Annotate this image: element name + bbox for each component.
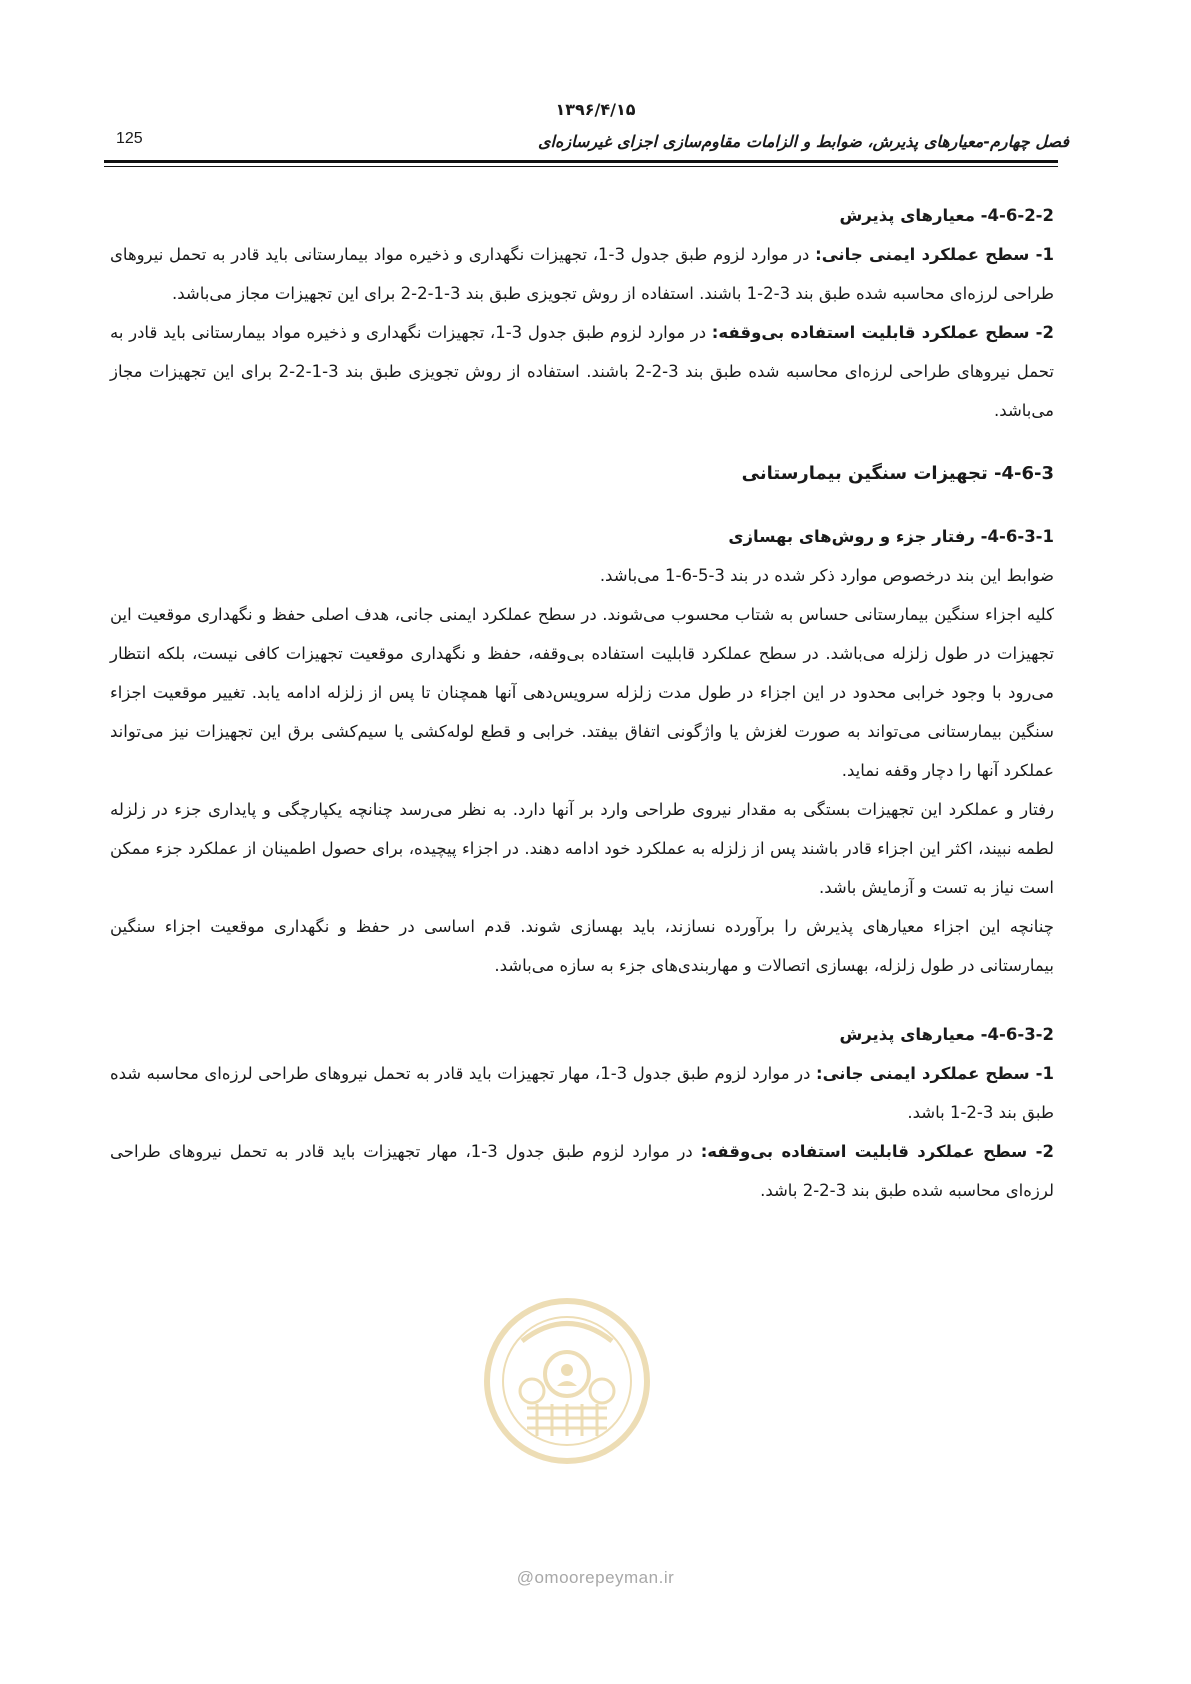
lead-life-safety-2: 1- سطح عملکرد ایمنی جانی: [816,1064,1054,1083]
paragraph-scope: ضوابط این بند درخصوص موارد ذکر شده در بند 3-5-6-1 می‌باشد. [599,566,1054,585]
section-heading-heavy-equipment: 4-6-3- تجهیزات سنگین بیمارستانی [741,463,1054,484]
section-heading-acceptance-criteria-2: 4-6-3-2- معیارهای پذیرش [839,1025,1054,1044]
paragraph-immediate-occupancy-1 [110,313,1054,430]
text-life-safety-1: در موارد لزوم طبق جدول 3-1، تجهیزات نگهداری و ذخیره مواد بیمارستانی باید قادر به تحمل نیروهای طراحی لرزه‌ای محاسبه شده طبق بند 3-2-1 باشند. استفاده از روش تجویزی طبق بند 3-1-2-2 برای این تجهیزات مجاز می‌باشد. [110,245,1054,303]
chapter-title: فصل چهارم-معیارهای پذیرش، ضوابط و الزامات مقاوم‌سازی اجزای غیرسازه‌ای [538,132,1069,151]
text-immediate-occupancy-2: در موارد لزوم طبق جدول 3-1، مهار تجهیزات باید قادر به تحمل نیروهای طراحی لرزه‌ای محاسبه شده طبق بند 3-2-2 باشد. [110,1142,1054,1200]
lead-life-safety-1: 1- سطح عملکرد ایمنی جانی: [815,245,1054,264]
header-divider [104,160,1058,167]
page-number: 125 [116,130,143,147]
section-heading-acceptance-criteria-1: 4-6-2-2- معیارهای پذیرش [839,206,1054,225]
lead-immediate-occupancy-2: 2- سطح عملکرد قابلیت استفاده بی‌وقفه: [700,1142,1054,1161]
section-heading-component-behavior: 4-6-3-1- رفتار جزء و روش‌های بهسازی [728,527,1054,546]
paragraph-behavior-performance: رفتار و عملکرد این تجهیزات بستگی به مقدار نیروی طراحی وارد بر آنها دارد. به نظر می‌رسد چنانچه یکپارچگی و پایداری جزء در زلزله لطمه نبیند، اکثر این اجزاء قادر باشند پس از زلزله به عملکرد خود ادامه دهند. در اجزاء پیچیده، برای حصول اطمینان از عملکرد جزء ممکن است نیاز به تست و آزمایش باشد. [110,800,1054,897]
text-immediate-occupancy-1: در موارد لزوم طبق جدول 3-1، تجهیزات نگهداری و ذخیره مواد بیمارستانی باید قادر به تحمل نیروهای طراحی لرزه‌ای محاسبه شده طبق بند 3-2-2 باشند. استفاده از روش تجویزی طبق بند 3-1-2-2 برای این تجهیزات مجاز می‌باشد. [110,323,1054,420]
paragraph-retrofit: چنانچه این اجزاء معیارهای پذیرش را برآورده نسازند، باید بهسازی شوند. قدم اساسی در حفظ و نگهداری موقعیت اجزاء سنگین بیمارستانی در طول زلزله، بهسازی اتصالات و مهاربندی‌های جزء به سازه می‌باشد. [110,917,1054,975]
paragraph-life-safety-2 [110,1054,1054,1132]
document-body [110,196,1054,1210]
watermark-seal-icon [482,1296,652,1466]
watermark-site: @omoorepeyman.ir [516,1568,675,1587]
header-date: ۱۳۹۶/۴/۱۵ [555,100,636,119]
paragraph-life-safety-1 [110,235,1054,313]
paragraph-acceleration-sensitive: کلیه اجزاء سنگین بیمارستانی حساس به شتاب محسوب می‌شوند. در سطح عملکرد ایمنی جانی، هدف اصلی حفظ و نگهداری موقعیت این تجهیزات در طول زلزله می‌باشد. در سطح عملکرد قابلیت استفاده بی‌وقفه، حفظ و نگهداری موقعیت تجهیزات کافی نیست، بلکه انتظار می‌رود با وجود خرابی محدود در این اجزاء در طول مدت زلزله سرویس‌دهی آنها همچنان تا پس از زلزله ادامه یابد. تغییر موقعیت اجزاء سنگین بیمارستانی می‌تواند به صورت لغزش یا واژگونی اتفاق بیفتد. خرابی و قطع لوله‌کشی یا سیم‌کشی برق این تجهیزات نیز می‌تواند عملکرد آنها را دچار وقفه نماید. [110,605,1054,780]
text-life-safety-2: در موارد لزوم طبق جدول 3-1، مهار تجهیزات باید قادر به تحمل نیروهای طراحی لرزه‌ای محاسبه شده طبق بند 3-2-1 باشد. [110,1064,1054,1122]
paragraph-immediate-occupancy-2 [110,1132,1054,1210]
lead-immediate-occupancy-1: 2- سطح عملکرد قابلیت استفاده بی‌وقفه: [711,323,1054,342]
